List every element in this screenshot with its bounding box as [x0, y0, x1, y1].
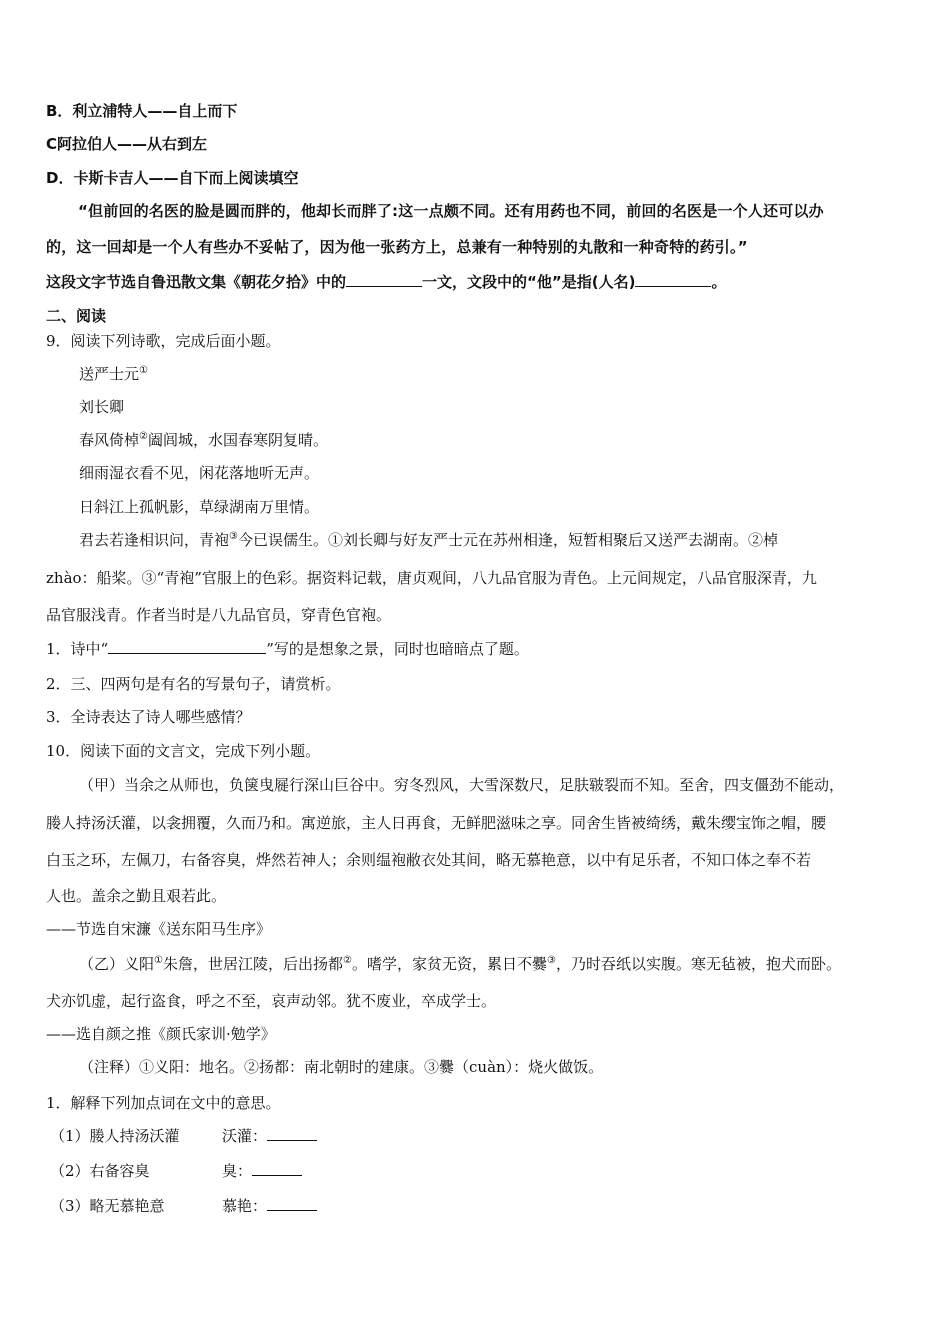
- q10-stem: 10．阅读下面的文言文，完成下列小题。: [46, 742, 321, 760]
- option-d: D．卡斯卡吉人——自下而上阅读填空: [46, 169, 299, 187]
- poem-title: [79, 363, 148, 385]
- vocab-item-2-label: （2）右备容臭: [50, 1162, 150, 1180]
- q9-sub-3: 3．全诗表达了诗人哪些感情？: [46, 708, 251, 726]
- blank-essay-title[interactable]: [346, 272, 422, 287]
- text-jia-line-1: （甲）当余之从师也，负箧曳屣行深山巨谷中。穷冬烈风，大雪深数尺，足肤皲裂而不知。至舍，四支僵劲不能动，: [79, 776, 845, 794]
- text-yi-1a: （乙）义阳: [79, 955, 155, 973]
- vocab-item-1-answer: [222, 1125, 317, 1147]
- q10-sub-1: 1．解释下列加点词在文中的意思。: [46, 1094, 281, 1112]
- blank-vocab-3[interactable]: [267, 1196, 317, 1211]
- blank-vocab-1[interactable]: [267, 1126, 317, 1141]
- q9-stem: 9．阅读下列诗歌，完成后面小题。: [46, 332, 281, 350]
- fill-text-b: 一文，文段中的“他”是指(人名): [422, 273, 636, 291]
- poem-line-1a: 春风倚棹: [79, 431, 140, 449]
- quote-line-2: 的，这一回却是一个人有些办不妥帖了，因为他一张药方上，总兼有一种特别的丸散和一种奇特的药引。”: [46, 238, 748, 256]
- text-yi-line-2: 犬亦饥虚，起行盗食，呼之不至，哀声动邻。犹不废业，卒成学士。: [46, 992, 497, 1010]
- text-jia-line-4: 人也。盖余之勤且艰若此。: [46, 887, 227, 905]
- poem-line-1: [79, 429, 328, 451]
- section-title: 二、阅读: [46, 307, 107, 325]
- text-yi-source: ——选自颜之推《颜氏家训·勉学》: [46, 1025, 276, 1043]
- poem-line-3: 日斜江上孤帆影，草绿湖南万里情。: [79, 498, 320, 516]
- poem-author: 刘长卿: [79, 398, 125, 416]
- text-yi-annotations: （注释）①义阳：地名。②扬都：南北朝时的建康。③爨（cuàn）：烧火做饭。: [79, 1058, 604, 1076]
- poem-line-1b: 阖闾城，水国春寒阴复晴。: [147, 431, 328, 449]
- q9-sub-1: [46, 638, 529, 660]
- q9-sub-1a: 1．诗中“: [46, 640, 109, 658]
- poem-line-4b: 今已误儒生。①刘长卿与好友严士元在苏州相逢，短暂相聚后又送严去湖南。②棹: [237, 531, 778, 549]
- vocab-item-1-label: （1）媵人持汤沃灌: [50, 1127, 180, 1145]
- blank-vocab-2[interactable]: [252, 1161, 302, 1176]
- text-yi-1b: 朱詹，世居江陵，后出扬都: [162, 955, 343, 973]
- text-jia-line-3: 白玉之环，左佩刀，右备容臭，烨然若神人；余则缊袍敝衣处其间，略无慕艳意，以中有足乐者，不知口体之奉不若: [46, 851, 812, 869]
- text-yi-note-1: ①: [154, 955, 163, 966]
- vocab-item-1-term: 沃灌：: [222, 1127, 268, 1145]
- poem-line-4a: 君去若逢相识问，青袍: [79, 531, 230, 549]
- quote-line-1: “但前回的名医的脸是圆而胖的，他却长而胖了:这一点颇不同。还有用药也不同，前回的名医是一个人还可以办: [78, 202, 824, 220]
- blank-person-name[interactable]: [635, 272, 711, 287]
- poem-title-note: ①: [139, 365, 148, 376]
- vocab-item-3-term: 慕艳：: [222, 1197, 268, 1215]
- fill-text-c: 。: [711, 273, 727, 291]
- option-c: C阿拉伯人——从右到左: [46, 135, 208, 153]
- poem-line-1-note: ②: [139, 431, 148, 442]
- poem-line-4-note: ③: [229, 531, 238, 542]
- q9-sub-2: 2．三、四两句是有名的写景句子，请赏析。: [46, 675, 341, 693]
- text-yi-1c: 。嗜学，家贫无资，累日不爨: [351, 955, 547, 973]
- blank-poem-line[interactable]: [108, 639, 266, 654]
- vocab-item-3-label: （3）略无慕艳意: [50, 1197, 165, 1215]
- fill-text-a: 这段文字节选自鲁迅散文集《朝花夕拾》中的: [46, 273, 347, 291]
- poem-line-4: [79, 529, 778, 551]
- text-yi-note-2: ②: [343, 955, 352, 966]
- poem-note-line-2: zhào：船桨。③“青袍”官服上的色彩。据资料记载，唐贞观间，八九品官服为青色。上元间规定，八品官服深青，九: [46, 569, 817, 587]
- vocab-item-2-term: 臭：: [222, 1162, 253, 1180]
- poem-note-line-3: 品官服浅青。作者当时是八九品官员，穿青色官袍。: [46, 606, 392, 624]
- option-b: B．利立浦特人——自上而下: [46, 102, 238, 120]
- q9-sub-1b: ”写的是想象之景，同时也暗暗点了题。: [266, 640, 529, 658]
- text-jia-line-2: 媵人持汤沃灌，以衾拥覆，久而乃和。寓逆旅，主人日再食，无鲜肥滋味之享。同舍生皆被绮绣，戴朱缨宝饰之帽，腰: [46, 814, 827, 832]
- text-yi-line-1: [79, 953, 841, 975]
- fill-in-line: [46, 271, 726, 293]
- text-yi-1d: ，乃时吞纸以实腹。寒无毡被，抱犬而卧。: [555, 955, 841, 973]
- text-jia-source: ——节选自宋濂《送东阳马生序》: [46, 920, 272, 938]
- poem-title-text: 送严士元: [79, 365, 140, 383]
- text-yi-note-3: ③: [546, 955, 556, 966]
- vocab-item-3-answer: [222, 1195, 317, 1217]
- vocab-item-2-answer: [222, 1160, 302, 1182]
- poem-line-2: 细雨湿衣看不见，闲花落地听无声。: [79, 464, 320, 482]
